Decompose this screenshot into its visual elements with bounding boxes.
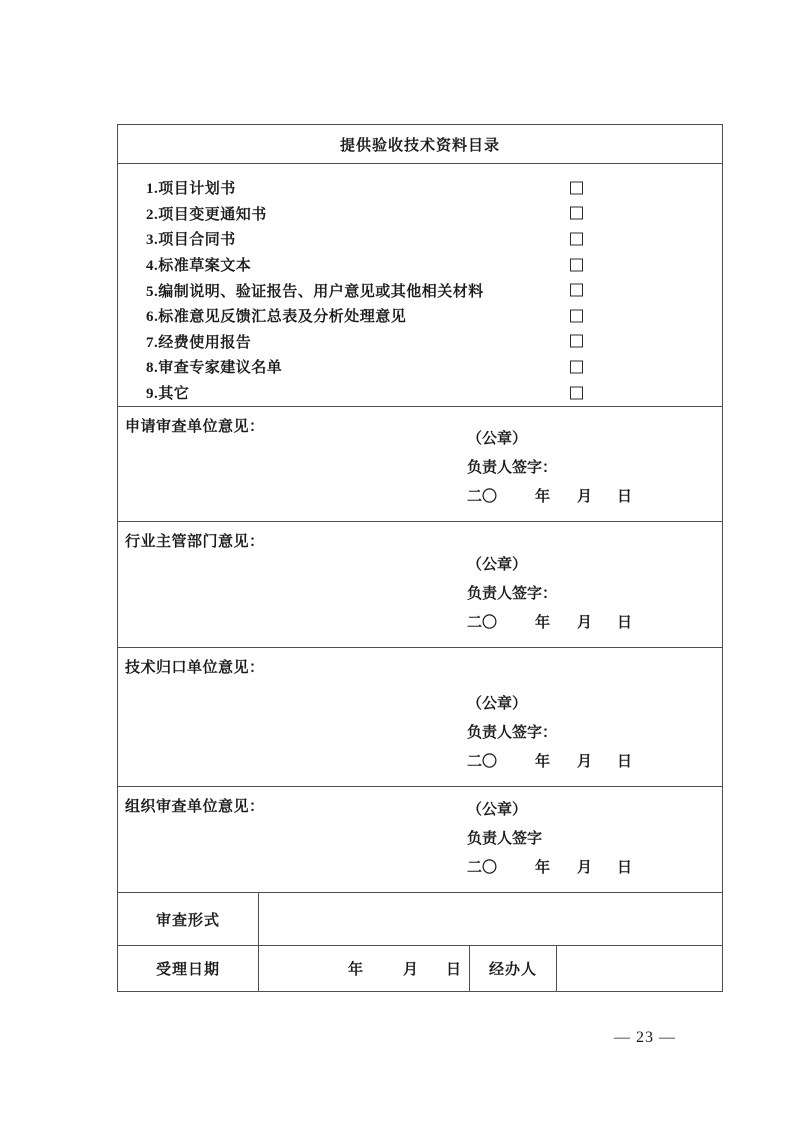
- opinion-section-applicant-unit: [118, 406, 722, 521]
- page-number: — 23 —: [614, 1029, 676, 1046]
- checkbox-icon: [570, 181, 583, 194]
- opinion-section-label: 行业主管部门意见：: [125, 534, 265, 550]
- signer-label: 负责人签字：: [467, 725, 558, 741]
- month-label: 月: [577, 615, 593, 631]
- year-label: 年: [535, 615, 551, 631]
- acceptance-form-table: [117, 124, 723, 992]
- signature-block: [467, 551, 632, 638]
- checkbox-icon: [570, 284, 583, 297]
- date-prefix: 二〇: [467, 860, 498, 876]
- year-label: 年: [535, 489, 551, 505]
- day-label: 日: [617, 860, 633, 876]
- checklist-item: [118, 329, 722, 355]
- month-label: 月: [402, 962, 418, 978]
- review-form-label-cell: [118, 893, 259, 945]
- review-form-row: [118, 892, 722, 945]
- seal-label: （公章）: [467, 696, 528, 712]
- seal-label: （公章）: [467, 802, 528, 818]
- checklist-item: [118, 277, 722, 303]
- checklist-item: [118, 226, 722, 252]
- materials-checklist: [118, 163, 722, 406]
- checklist-item-label: 1.项目计划书: [146, 181, 236, 198]
- accept-date-label: 受理日期: [155, 962, 220, 978]
- checkbox-icon: [570, 258, 583, 271]
- signer-label: 负责人签字: [467, 831, 543, 847]
- checklist-item: [118, 380, 722, 406]
- date-line: [467, 609, 632, 638]
- year-label: 年: [535, 860, 551, 876]
- day-label: 日: [617, 489, 633, 505]
- signature-block: [467, 796, 632, 883]
- date-line: [467, 748, 632, 777]
- table-title-row: [118, 125, 722, 163]
- date-line: [467, 483, 632, 512]
- opinion-section-technical-unit: [118, 647, 722, 786]
- checklist-item-label: 4.标准草案文本: [146, 258, 252, 275]
- handler-label: 经办人: [488, 962, 537, 978]
- accept-date-label-cell: [118, 946, 259, 991]
- month-label: 月: [577, 489, 593, 505]
- signature-block: [467, 425, 632, 512]
- checkbox-icon: [570, 386, 583, 399]
- year-label: 年: [347, 962, 363, 978]
- accept-date-row: [118, 945, 722, 991]
- checkbox-icon: [570, 207, 583, 220]
- checklist-item-label: 9.其它: [146, 386, 190, 403]
- checkbox-icon: [570, 232, 583, 245]
- opinion-section-label: 申请审查单位意见：: [125, 419, 265, 435]
- checklist-item-label: 2.项目变更通知书: [146, 206, 267, 223]
- checklist-item-label: 7.经费使用报告: [146, 334, 252, 351]
- review-form-label: 审查形式: [155, 912, 220, 929]
- date-prefix: 二〇: [467, 489, 498, 505]
- month-label: 月: [577, 754, 593, 770]
- checklist-item-label: 3.项目合同书: [146, 232, 236, 249]
- checklist-item: [118, 354, 722, 380]
- opinion-section-label: 技术归口单位意见：: [125, 660, 265, 676]
- checkbox-icon: [570, 360, 583, 373]
- checklist-item-label: 5.编制说明、验证报告、用户意见或其他相关材料: [146, 283, 484, 300]
- day-label: 日: [445, 962, 461, 978]
- year-label: 年: [535, 754, 551, 770]
- checkbox-icon: [570, 335, 583, 348]
- signer-label: 负责人签字：: [467, 460, 558, 476]
- accept-date-value-cell: [259, 946, 470, 991]
- seal-label: （公章）: [467, 557, 528, 573]
- checklist-item: [118, 303, 722, 329]
- date-prefix: 二〇: [467, 754, 498, 770]
- checklist-item: [118, 175, 722, 201]
- opinion-section-organizing-unit: [118, 786, 722, 892]
- handler-value-cell: [557, 946, 722, 991]
- date-line: [467, 854, 632, 883]
- day-label: 日: [617, 754, 633, 770]
- date-prefix: 二〇: [467, 615, 498, 631]
- checkbox-icon: [570, 309, 583, 322]
- month-label: 月: [577, 860, 593, 876]
- table-title: 提供验收技术资料目录: [339, 137, 500, 154]
- seal-label: （公章）: [467, 431, 528, 447]
- checklist-item-label: 8.审查专家建议名单: [146, 360, 283, 377]
- checklist-item: [118, 252, 722, 278]
- checklist-item-label: 6.标准意见反馈汇总表及分析处理意见: [146, 309, 407, 326]
- review-form-value-cell: [259, 893, 722, 945]
- handler-label-cell: [470, 946, 557, 991]
- checklist-item: [118, 201, 722, 227]
- day-label: 日: [617, 615, 633, 631]
- opinion-section-label: 组织审查单位意见：: [125, 799, 265, 815]
- signature-block: [467, 690, 632, 777]
- opinion-section-industry-department: [118, 521, 722, 647]
- signer-label: 负责人签字：: [467, 586, 558, 602]
